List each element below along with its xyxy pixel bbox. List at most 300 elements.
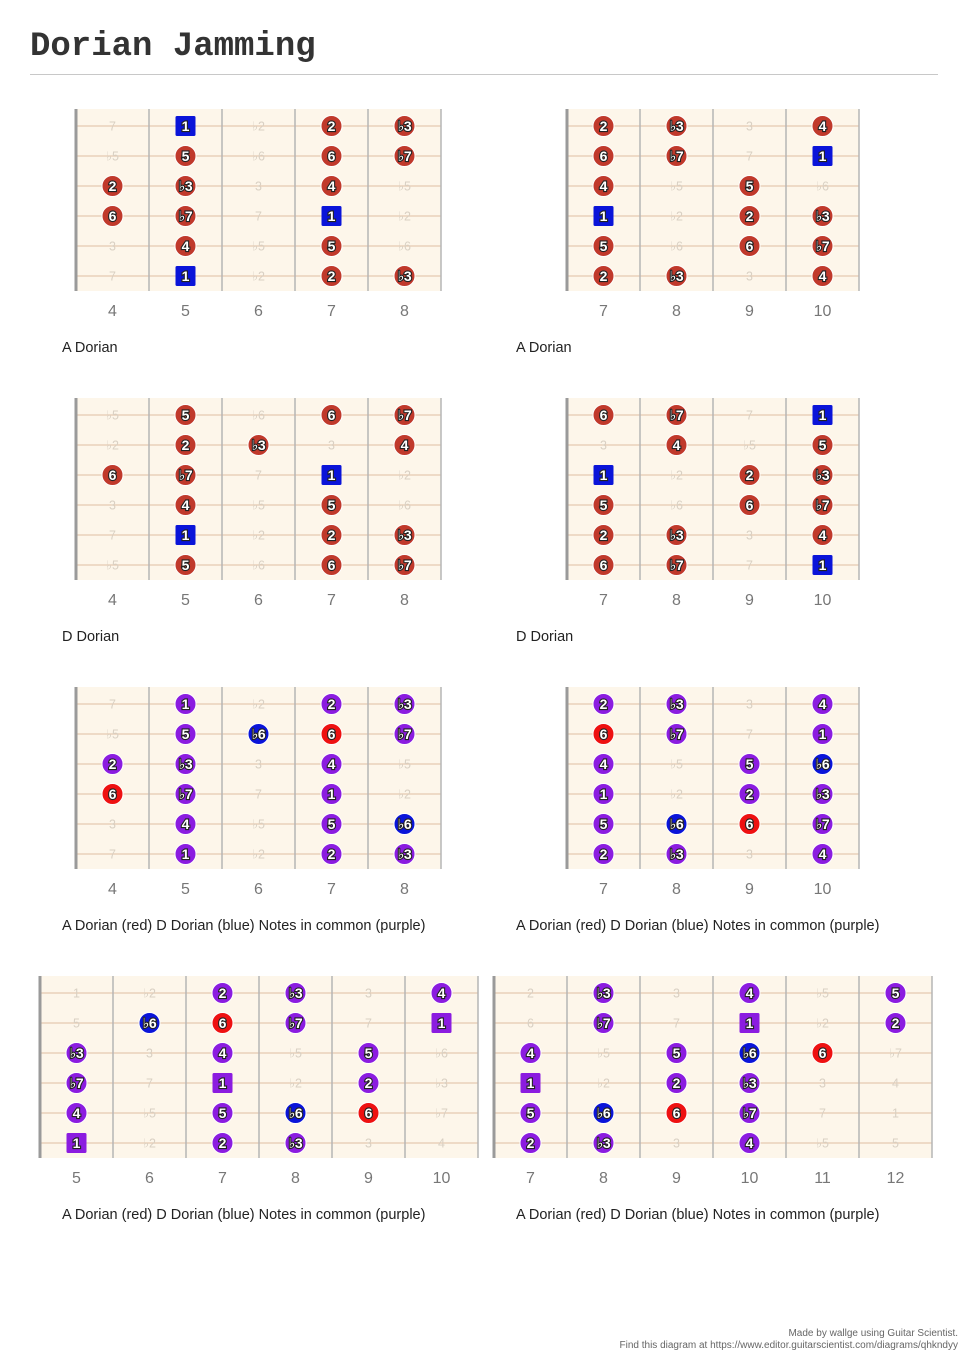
- faint-interval-label: [746, 848, 753, 862]
- faint-interval-label: [816, 987, 829, 1001]
- note-marker: [175, 694, 196, 715]
- interval-text: 5: [181, 148, 190, 164]
- note-marker: [394, 146, 415, 167]
- note-marker: [593, 495, 614, 516]
- interval-text: ♭5: [670, 179, 683, 194]
- faint-interval-label: [143, 987, 156, 1001]
- interval-text: ♭3: [669, 696, 684, 712]
- note-marker: [321, 236, 342, 257]
- note-marker: [739, 1073, 760, 1094]
- faint-interval-label: [109, 499, 116, 513]
- note-marker: [812, 435, 833, 456]
- interval-text: 6: [599, 148, 608, 164]
- interval-text: ♭7: [815, 238, 830, 254]
- interval-text: 4: [72, 1105, 81, 1121]
- interval-text: ♭3: [669, 846, 684, 862]
- note-marker: [739, 176, 760, 197]
- faint-interval-label: [746, 270, 753, 284]
- note-marker: [394, 525, 415, 546]
- note-marker: [812, 1043, 833, 1064]
- interval-text: 1: [818, 557, 827, 573]
- faint-interval-label: [255, 210, 262, 224]
- interval-text: 7: [146, 1076, 153, 1091]
- interval-text: 6: [327, 726, 336, 742]
- faint-interval-label: [106, 409, 119, 423]
- faint-interval-label: [746, 698, 753, 712]
- note-marker: [666, 435, 687, 456]
- interval-text: ♭3: [288, 985, 303, 1001]
- interval-text: 3: [746, 697, 753, 712]
- diagram-caption: D Dorian: [516, 629, 574, 645]
- interval-text: ♭3: [397, 696, 412, 712]
- interval-text: ♭2: [816, 1016, 829, 1031]
- interval-text: 2: [599, 118, 608, 134]
- interval-text: ♭3: [815, 467, 830, 483]
- interval-text: ♭3: [669, 118, 684, 134]
- fret-number: 7: [218, 1170, 227, 1187]
- interval-text: ♭7: [69, 1075, 84, 1091]
- note-marker: [520, 1103, 541, 1124]
- note-marker: [321, 176, 342, 197]
- note-marker: [593, 844, 614, 865]
- faint-interval-label: [255, 788, 262, 802]
- interval-text: 3: [746, 269, 753, 284]
- fret-number: 9: [745, 592, 754, 609]
- interval-text: 5: [327, 238, 336, 254]
- fret-number: 9: [672, 1170, 681, 1187]
- faint-interval-label: [365, 987, 372, 1001]
- interval-text: ♭7: [669, 407, 684, 423]
- faint-interval-label: [746, 409, 753, 423]
- root-note-marker: [813, 146, 833, 166]
- note-marker: [175, 236, 196, 257]
- faint-interval-label: [106, 728, 119, 742]
- note-marker: [666, 694, 687, 715]
- interval-text: 1: [181, 846, 190, 862]
- interval-text: 1: [327, 208, 336, 224]
- faint-interval-label: [143, 1107, 156, 1121]
- fret-number: 8: [291, 1170, 300, 1187]
- interval-text: 2: [526, 1135, 535, 1151]
- interval-text: 4: [745, 1135, 754, 1151]
- faint-interval-label: [143, 1137, 156, 1151]
- note-marker: [175, 555, 196, 576]
- faint-interval-label: [597, 1047, 610, 1061]
- root-note-marker: [521, 1073, 541, 1093]
- interval-text: 4: [181, 816, 190, 832]
- fret-number: 6: [254, 592, 263, 609]
- interval-text: 1: [818, 726, 827, 742]
- fretboard-background: [76, 687, 441, 869]
- note-marker: [285, 983, 306, 1004]
- faint-interval-label: [289, 1077, 302, 1091]
- note-marker: [358, 1073, 379, 1094]
- faint-interval-label: [252, 240, 265, 254]
- interval-text: ♭3: [669, 527, 684, 543]
- note-marker: [812, 266, 833, 287]
- interval-text: ♭2: [252, 269, 265, 284]
- interval-text: ♭5: [106, 558, 119, 573]
- note-marker: [248, 724, 269, 745]
- fretboard-diagram-2: [555, 100, 871, 328]
- note-marker: [593, 176, 614, 197]
- interval-text: ♭6: [288, 1105, 303, 1121]
- interval-text: 2: [181, 437, 190, 453]
- note-marker: [885, 1013, 906, 1034]
- faint-interval-label: [328, 439, 335, 453]
- interval-text: 2: [327, 696, 336, 712]
- note-marker: [739, 1133, 760, 1154]
- interval-text: ♭7: [178, 208, 193, 224]
- interval-text: ♭3: [178, 178, 193, 194]
- interval-text: ♭2: [143, 986, 156, 1001]
- interval-text: ♭2: [597, 1076, 610, 1091]
- interval-text: 6: [599, 726, 608, 742]
- note-marker: [593, 525, 614, 546]
- interval-text: 6: [818, 1045, 827, 1061]
- faint-interval-label: [746, 529, 753, 543]
- note-marker: [175, 814, 196, 835]
- interval-text: ♭7: [397, 407, 412, 423]
- fret-number: 9: [364, 1170, 373, 1187]
- faint-interval-label: [106, 559, 119, 573]
- interval-text: 2: [599, 527, 608, 543]
- interval-text: 6: [527, 1016, 534, 1031]
- interval-text: 3: [819, 1076, 826, 1091]
- interval-text: ♭7: [178, 786, 193, 802]
- interval-text: ♭3: [596, 985, 611, 1001]
- faint-interval-label: [398, 758, 411, 772]
- interval-text: 3: [109, 817, 116, 832]
- note-marker: [175, 435, 196, 456]
- interval-text: ♭6: [670, 498, 683, 513]
- note-marker: [102, 206, 123, 227]
- root-note-marker: [176, 266, 196, 286]
- interval-text: 4: [672, 437, 681, 453]
- interval-text: 2: [327, 846, 336, 862]
- interval-text: 5: [364, 1045, 373, 1061]
- interval-text: ♭2: [252, 847, 265, 862]
- interval-text: 6: [108, 786, 117, 802]
- interval-text: ♭3: [251, 437, 266, 453]
- interval-text: ♭3: [397, 846, 412, 862]
- faint-interval-label: [892, 1137, 899, 1151]
- fret-number: 8: [672, 592, 681, 609]
- note-marker: [739, 206, 760, 227]
- faint-interval-label: [673, 1137, 680, 1151]
- note-marker: [812, 116, 833, 137]
- fret-number: 7: [599, 881, 608, 898]
- fret-number: 12: [886, 1170, 905, 1187]
- interval-text: 2: [364, 1075, 373, 1091]
- interval-text: 5: [892, 1136, 899, 1151]
- fretboard-diagram-1: [64, 100, 453, 328]
- interval-text: 4: [181, 238, 190, 254]
- interval-text: ♭3: [435, 1076, 448, 1091]
- faint-interval-label: [252, 818, 265, 832]
- note-marker: [812, 754, 833, 775]
- note-marker: [431, 983, 452, 1004]
- interval-text: ♭2: [289, 1076, 302, 1091]
- faint-interval-label: [109, 270, 116, 284]
- interval-text: 1: [73, 986, 80, 1001]
- interval-text: 3: [746, 119, 753, 134]
- faint-interval-label: [438, 1137, 445, 1151]
- interval-text: 5: [745, 178, 754, 194]
- faint-interval-label: [670, 240, 683, 254]
- note-marker: [321, 266, 342, 287]
- interval-text: ♭5: [252, 817, 265, 832]
- note-marker: [666, 405, 687, 426]
- note-marker: [66, 1043, 87, 1064]
- interval-text: 2: [218, 1135, 227, 1151]
- fret-number: 6: [254, 881, 263, 898]
- interval-text: 3: [673, 986, 680, 1001]
- root-note-marker: [322, 206, 342, 226]
- note-marker: [812, 814, 833, 835]
- note-marker: [812, 525, 833, 546]
- note-marker: [321, 146, 342, 167]
- interval-text: ♭6: [815, 756, 830, 772]
- note-marker: [321, 724, 342, 745]
- interval-text: 7: [109, 528, 116, 543]
- interval-text: 1: [599, 208, 608, 224]
- interval-text: 1: [818, 148, 827, 164]
- interval-text: ♭5: [106, 727, 119, 742]
- interval-text: 4: [400, 437, 409, 453]
- faint-interval-label: [670, 180, 683, 194]
- interval-text: 5: [818, 437, 827, 453]
- faint-interval-label: [816, 1017, 829, 1031]
- note-marker: [394, 435, 415, 456]
- interval-text: ♭5: [816, 1136, 829, 1151]
- interval-text: ♭6: [397, 816, 412, 832]
- faint-interval-label: [109, 848, 116, 862]
- interval-text: 1: [599, 786, 608, 802]
- note-marker: [175, 465, 196, 486]
- faint-interval-label: [892, 1077, 899, 1091]
- interval-text: 3: [146, 1046, 153, 1061]
- interval-text: ♭6: [142, 1015, 157, 1031]
- interval-text: 7: [255, 468, 262, 483]
- note-marker: [739, 814, 760, 835]
- faint-interval-label: [670, 499, 683, 513]
- interval-text: ♭5: [743, 438, 756, 453]
- faint-interval-label: [435, 1107, 448, 1121]
- note-marker: [66, 1103, 87, 1124]
- faint-interval-label: [398, 240, 411, 254]
- interval-text: 6: [327, 557, 336, 573]
- faint-interval-label: [109, 529, 116, 543]
- faint-interval-label: [398, 469, 411, 483]
- faint-interval-label: [435, 1077, 448, 1091]
- note-marker: [812, 495, 833, 516]
- interval-text: 2: [108, 178, 117, 194]
- note-marker: [394, 266, 415, 287]
- interval-text: ♭2: [398, 209, 411, 224]
- faint-interval-label: [673, 987, 680, 1001]
- note-marker: [175, 495, 196, 516]
- fret-number: 8: [672, 881, 681, 898]
- note-marker: [593, 116, 614, 137]
- interval-text: ♭2: [398, 787, 411, 802]
- note-marker: [666, 814, 687, 835]
- faint-interval-label: [398, 788, 411, 802]
- interval-text: ♭7: [435, 1106, 448, 1121]
- note-marker: [358, 1103, 379, 1124]
- interval-text: ♭7: [669, 557, 684, 573]
- interval-text: ♭3: [815, 208, 830, 224]
- fret-number: 5: [181, 881, 190, 898]
- faint-interval-label: [109, 240, 116, 254]
- footer-link[interactable]: Find this diagram at https://www.editor.guitarscientist.com/diagrams/qhkndyy: [619, 1340, 958, 1351]
- faint-interval-label: [252, 409, 265, 423]
- faint-interval-label: [597, 1077, 610, 1091]
- faint-interval-label: [252, 150, 265, 164]
- faint-interval-label: [365, 1017, 372, 1031]
- interval-text: 3: [365, 1136, 372, 1151]
- note-marker: [248, 435, 269, 456]
- note-marker: [812, 206, 833, 227]
- interval-text: 7: [819, 1106, 826, 1121]
- interval-text: 3: [746, 528, 753, 543]
- fret-number: 6: [254, 303, 263, 320]
- fretboard-background: [76, 398, 441, 580]
- faint-interval-label: [146, 1047, 153, 1061]
- note-marker: [593, 146, 614, 167]
- faint-interval-label: [527, 987, 534, 1001]
- root-note-marker: [432, 1013, 452, 1033]
- faint-interval-label: [889, 1047, 902, 1061]
- interval-text: ♭3: [288, 1135, 303, 1151]
- faint-interval-label: [252, 529, 265, 543]
- note-marker: [812, 465, 833, 486]
- note-marker: [175, 784, 196, 805]
- diagram-caption: A Dorian: [62, 340, 118, 356]
- interval-text: 1: [599, 467, 608, 483]
- note-marker: [593, 236, 614, 257]
- interval-text: ♭5: [106, 149, 119, 164]
- fret-number: 9: [745, 303, 754, 320]
- fret-number: 8: [400, 881, 409, 898]
- faint-interval-label: [289, 1047, 302, 1061]
- interval-text: ♭6: [252, 408, 265, 423]
- root-note-marker: [67, 1133, 87, 1153]
- interval-text: 4: [818, 118, 827, 134]
- note-marker: [593, 694, 614, 715]
- interval-text: 5: [73, 1016, 80, 1031]
- faint-interval-label: [816, 1137, 829, 1151]
- fretboard-background: [76, 109, 441, 291]
- note-marker: [666, 555, 687, 576]
- interval-text: ♭3: [742, 1075, 757, 1091]
- interval-text: 4: [327, 178, 336, 194]
- fret-number: 7: [327, 303, 336, 320]
- interval-text: 5: [672, 1045, 681, 1061]
- faint-interval-label: [109, 120, 116, 134]
- interval-text: 4: [818, 527, 827, 543]
- interval-text: 2: [672, 1075, 681, 1091]
- note-marker: [666, 525, 687, 546]
- interval-text: ♭5: [143, 1106, 156, 1121]
- faint-interval-label: [73, 987, 80, 1001]
- interval-text: 6: [327, 148, 336, 164]
- note-marker: [593, 724, 614, 745]
- note-marker: [739, 1103, 760, 1124]
- interval-text: 7: [673, 1016, 680, 1031]
- note-marker: [666, 1043, 687, 1064]
- interval-text: 7: [365, 1016, 372, 1031]
- faint-interval-label: [743, 439, 756, 453]
- interval-text: 6: [599, 407, 608, 423]
- note-marker: [520, 1133, 541, 1154]
- fret-number: 10: [740, 1170, 759, 1187]
- interval-text: 2: [745, 208, 754, 224]
- interval-text: 1: [437, 1015, 446, 1031]
- interval-text: 4: [818, 846, 827, 862]
- faint-interval-label: [746, 150, 753, 164]
- interval-text: ♭2: [670, 787, 683, 802]
- title-divider: [30, 74, 938, 75]
- note-marker: [175, 146, 196, 167]
- interval-text: 1: [526, 1075, 535, 1091]
- note-marker: [812, 844, 833, 865]
- note-marker: [520, 1043, 541, 1064]
- interval-text: ♭5: [398, 757, 411, 772]
- fretboard-diagram-5: [64, 678, 453, 906]
- fret-number: 8: [400, 303, 409, 320]
- interval-text: 3: [109, 239, 116, 254]
- root-note-marker: [813, 555, 833, 575]
- faint-interval-label: [398, 210, 411, 224]
- diagram-caption: A Dorian: [516, 340, 572, 356]
- interval-text: 6: [108, 467, 117, 483]
- note-marker: [212, 1103, 233, 1124]
- interval-text: 1: [72, 1135, 81, 1151]
- note-marker: [394, 555, 415, 576]
- note-marker: [666, 266, 687, 287]
- interval-text: 7: [746, 408, 753, 423]
- interval-text: ♭5: [816, 986, 829, 1001]
- note-marker: [739, 1043, 760, 1064]
- faint-interval-label: [670, 210, 683, 224]
- faint-interval-label: [746, 728, 753, 742]
- fretboard-diagram-8: [482, 967, 944, 1195]
- interval-text: 6: [599, 557, 608, 573]
- fret-number: 10: [813, 592, 832, 609]
- page-title: Dorian Jamming: [30, 28, 316, 66]
- note-marker: [102, 176, 123, 197]
- note-marker: [175, 206, 196, 227]
- note-marker: [593, 555, 614, 576]
- diagram-caption: A Dorian (red) D Dorian (blue) Notes in common (purple): [516, 918, 880, 934]
- interval-text: 5: [181, 557, 190, 573]
- interval-text: ♭3: [596, 1135, 611, 1151]
- fret-number: 5: [181, 592, 190, 609]
- note-marker: [212, 983, 233, 1004]
- note-marker: [175, 844, 196, 865]
- interval-text: ♭7: [397, 557, 412, 573]
- interval-text: ♭5: [597, 1046, 610, 1061]
- fret-number: 11: [814, 1170, 831, 1187]
- interval-text: 7: [746, 727, 753, 742]
- fret-number: 8: [672, 303, 681, 320]
- faint-interval-label: [109, 698, 116, 712]
- faint-interval-label: [673, 1017, 680, 1031]
- note-marker: [739, 495, 760, 516]
- interval-text: ♭6: [252, 149, 265, 164]
- note-marker: [593, 814, 614, 835]
